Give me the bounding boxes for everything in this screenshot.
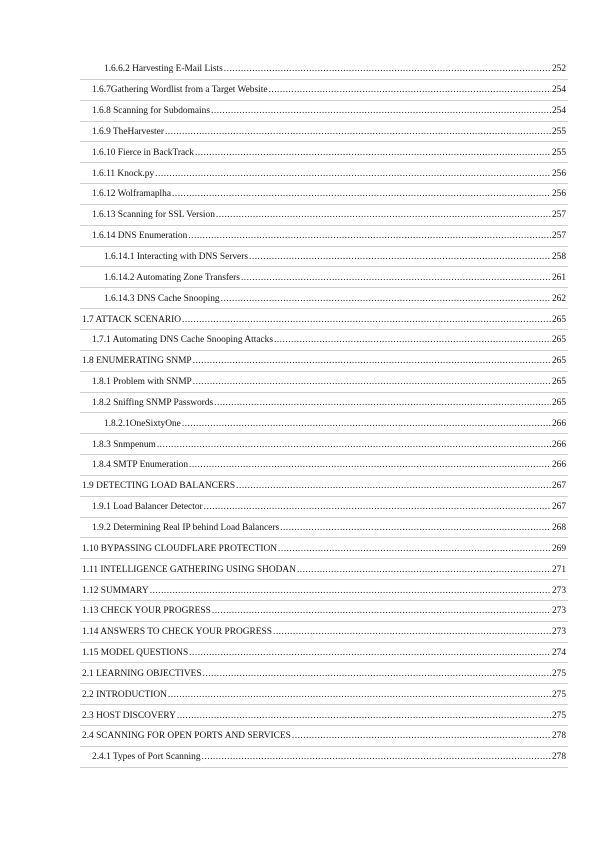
- toc-entry-page-number: 267: [551, 481, 566, 492]
- toc-entry-page-number: 267: [551, 502, 566, 513]
- toc-dot-leader: [274, 335, 551, 345]
- toc-entry-page-number: 275: [551, 668, 566, 679]
- toc-entry[interactable]: [0, 372, 595, 393]
- toc-dot-leader: [278, 544, 551, 554]
- toc-dot-leader: [189, 460, 551, 470]
- toc-entry-page-number: 255: [551, 126, 566, 137]
- toc-dot-leader: [188, 231, 551, 241]
- toc-entry-page-number: 257: [551, 231, 566, 242]
- toc-dot-leader: [273, 627, 551, 637]
- toc-entry[interactable]: [0, 476, 595, 497]
- toc-entry[interactable]: [0, 747, 595, 768]
- toc-entry-page-number: 258: [551, 252, 566, 263]
- toc-entry-title: 2.4.1 Types of Port Scanning: [92, 752, 201, 763]
- toc-entry-page-number: 256: [551, 189, 566, 200]
- toc-entry[interactable]: [0, 643, 595, 664]
- toc-dot-leader: [195, 148, 551, 158]
- toc-entry-title: 1.8.2.1OneSixtyOne: [104, 418, 181, 429]
- toc-entry[interactable]: [0, 497, 595, 518]
- toc-dot-leader: [212, 606, 551, 616]
- toc-dot-leader: [204, 502, 551, 512]
- toc-entry[interactable]: [0, 184, 595, 205]
- toc-dot-leader: [292, 731, 551, 741]
- toc-entry[interactable]: [0, 663, 595, 684]
- toc-entry[interactable]: [0, 455, 595, 476]
- toc-entry-page-number: 268: [551, 522, 566, 533]
- toc-dot-leader: [224, 64, 551, 74]
- toc-dot-leader: [214, 398, 551, 408]
- toc-entry-page-number: 266: [551, 439, 566, 450]
- toc-entry-title: 1.6.7Gathering Wordlist from a Target Website: [92, 85, 268, 96]
- toc-entry-page-number: 261: [551, 272, 566, 283]
- toc-entry[interactable]: [0, 163, 595, 184]
- toc-entry[interactable]: [0, 142, 595, 163]
- toc-entry[interactable]: [0, 434, 595, 455]
- toc-entry-page-number: 273: [551, 627, 566, 638]
- toc-dot-leader: [182, 419, 551, 429]
- toc-entry-title: 1.13 CHECK YOUR PROGRESS: [82, 606, 211, 617]
- toc-entry-title: 1.8.3 Snmpenum: [92, 439, 156, 450]
- toc-entry[interactable]: [0, 205, 595, 226]
- toc-entry[interactable]: [0, 580, 595, 601]
- toc-entry[interactable]: [0, 267, 595, 288]
- toc-dot-leader: [168, 690, 551, 700]
- toc-entry-page-number: 278: [551, 731, 566, 742]
- toc-dot-leader: [249, 252, 551, 262]
- toc-entry-page-number: 254: [551, 106, 566, 117]
- toc-entry[interactable]: [0, 122, 595, 143]
- toc-dot-leader: [157, 440, 551, 450]
- toc-dot-leader: [193, 356, 551, 366]
- toc-entry-page-number: 278: [551, 752, 566, 763]
- toc-dot-leader: [297, 565, 551, 575]
- toc-entry-page-number: 265: [551, 377, 566, 388]
- toc-entry[interactable]: [0, 726, 595, 747]
- toc-dot-leader: [165, 127, 551, 137]
- toc-entry-title: 1.6.14.3 DNS Cache Snooping: [104, 293, 220, 304]
- toc-entry-page-number: 257: [551, 210, 566, 221]
- toc-entry-title: 1.6.8 Scanning for Subdomains: [92, 106, 210, 117]
- toc-entry-page-number: 273: [551, 606, 566, 617]
- toc-entry[interactable]: [0, 330, 595, 351]
- toc-dot-leader: [182, 315, 551, 325]
- toc-entry-title: 2.1 LEARNING OBJECTIVES: [82, 668, 202, 679]
- toc-entry-title: 2.4 SCANNING FOR OPEN PORTS AND SERVICES: [82, 731, 291, 742]
- toc-entry[interactable]: [0, 80, 595, 101]
- toc-entry-page-number: 265: [551, 314, 566, 325]
- toc-entry-title: 1.7.1 Automating DNS Cache Snooping Attacks: [92, 335, 273, 346]
- toc-entry[interactable]: [0, 288, 595, 309]
- toc-entry[interactable]: [0, 226, 595, 247]
- toc-entry-page-number: 275: [551, 710, 566, 721]
- toc-entry-title: 2.2 INTRODUCTION: [82, 689, 167, 700]
- toc-entry-page-number: 271: [551, 564, 566, 575]
- toc-entry-page-number: 265: [551, 397, 566, 408]
- toc-dot-leader: [155, 169, 551, 179]
- toc-entry-page-number: 275: [551, 689, 566, 700]
- toc-entry[interactable]: [0, 101, 595, 122]
- toc-entry-title: 1.6.13 Scanning for SSL Version: [92, 210, 215, 221]
- toc-entry[interactable]: [0, 393, 595, 414]
- toc-entry-title: 1.6.12 Wolframaplha: [92, 189, 171, 200]
- toc-entry-title: 1.8 ENUMERATING SNMP: [82, 356, 192, 367]
- toc-entry[interactable]: [0, 684, 595, 705]
- toc-dot-leader: [236, 481, 551, 491]
- toc-entry-title: 1.6.14.2 Automating Zone Transfers: [104, 272, 240, 283]
- toc-entry-title: 1.8.1 Problem with SNMP: [92, 377, 192, 388]
- toc-dot-leader: [216, 210, 551, 220]
- toc-dot-leader: [280, 523, 551, 533]
- toc-entry[interactable]: [0, 601, 595, 622]
- toc-entry-title: 1.8.2 Sniffing SNMP Passwords: [92, 397, 214, 408]
- toc-entry[interactable]: [0, 59, 595, 80]
- toc-dot-leader: [172, 189, 551, 199]
- toc-entry-title: 2.3 HOST DISCOVERY: [82, 710, 176, 721]
- toc-entry-title: 1.6.11 Knock.py: [92, 168, 155, 179]
- toc-dot-leader: [241, 273, 551, 283]
- toc-entry[interactable]: [0, 559, 595, 580]
- toc-entry-title: 1.6.14.1 Interacting with DNS Servers: [104, 252, 248, 263]
- toc-entry[interactable]: [0, 309, 595, 330]
- toc-entry[interactable]: [0, 705, 595, 726]
- toc-dot-leader: [177, 711, 551, 721]
- toc-entry-page-number: 256: [551, 168, 566, 179]
- toc-entry-title: 1.6.9 TheHarvester: [92, 126, 164, 137]
- toc-entry-title: 1.14 ANSWERS TO CHECK YOUR PROGRESS: [82, 627, 272, 638]
- toc-dot-leader: [189, 648, 551, 658]
- toc-dot-leader: [202, 752, 551, 762]
- toc-entry[interactable]: [0, 518, 595, 539]
- toc-entry-page-number: 273: [551, 585, 566, 596]
- toc-dot-leader: [269, 85, 551, 95]
- toc-entry-page-number: 269: [551, 543, 566, 554]
- toc-dot-leader: [150, 586, 551, 596]
- toc-entry-title: 1.12 SUMMARY: [82, 585, 149, 596]
- toc-entry-page-number: 252: [551, 64, 566, 75]
- toc-entry-title: 1.6.10 Fierce in BackTrack: [92, 147, 194, 158]
- toc-entry-page-number: 265: [551, 356, 566, 367]
- toc-entry-title: 1.6.6.2 Harvesting E-Mail Lists: [104, 64, 223, 75]
- toc-entry-title: 1.8.4 SMTP Enumeration: [92, 460, 189, 471]
- toc-entry-title: 1.9 DETECTING LOAD BALANCERS: [82, 481, 236, 492]
- toc-entry-page-number: 254: [551, 85, 566, 96]
- toc-dot-leader: [221, 294, 551, 304]
- toc-entry-title: 1.10 BYPASSING CLOUDFLARE PROTECTION: [82, 543, 277, 554]
- toc-entry-page-number: 266: [551, 460, 566, 471]
- toc-entry-page-number: 262: [551, 293, 566, 304]
- toc-dot-leader: [203, 669, 551, 679]
- toc-entry[interactable]: [0, 413, 595, 434]
- toc-entry-title: 1.11 INTELLIGENCE GATHERING USING SHODAN: [82, 564, 296, 575]
- toc-entry-title: 1.7 ATTACK SCENARIO: [82, 314, 181, 325]
- toc-entry[interactable]: [0, 538, 595, 559]
- table-of-contents: [0, 59, 595, 768]
- toc-entry-page-number: 265: [551, 335, 566, 346]
- toc-entry-title: 1.6.14 DNS Enumeration: [92, 231, 188, 242]
- toc-dot-leader: [211, 106, 551, 116]
- toc-entry-title: 1.15 MODEL QUESTIONS: [82, 648, 189, 659]
- toc-entry-page-number: 266: [551, 418, 566, 429]
- toc-entry-title: 1.9.1 Load Balancer Detector: [92, 502, 203, 513]
- toc-dot-leader: [193, 377, 551, 387]
- toc-entry[interactable]: [0, 247, 595, 268]
- toc-entry-page-number: 274: [551, 648, 566, 659]
- toc-entry[interactable]: [0, 622, 595, 643]
- toc-entry[interactable]: [0, 351, 595, 372]
- toc-entry-title: 1.9.2 Determining Real IP behind Load Balancers: [92, 522, 280, 533]
- toc-entry-page-number: 255: [551, 147, 566, 158]
